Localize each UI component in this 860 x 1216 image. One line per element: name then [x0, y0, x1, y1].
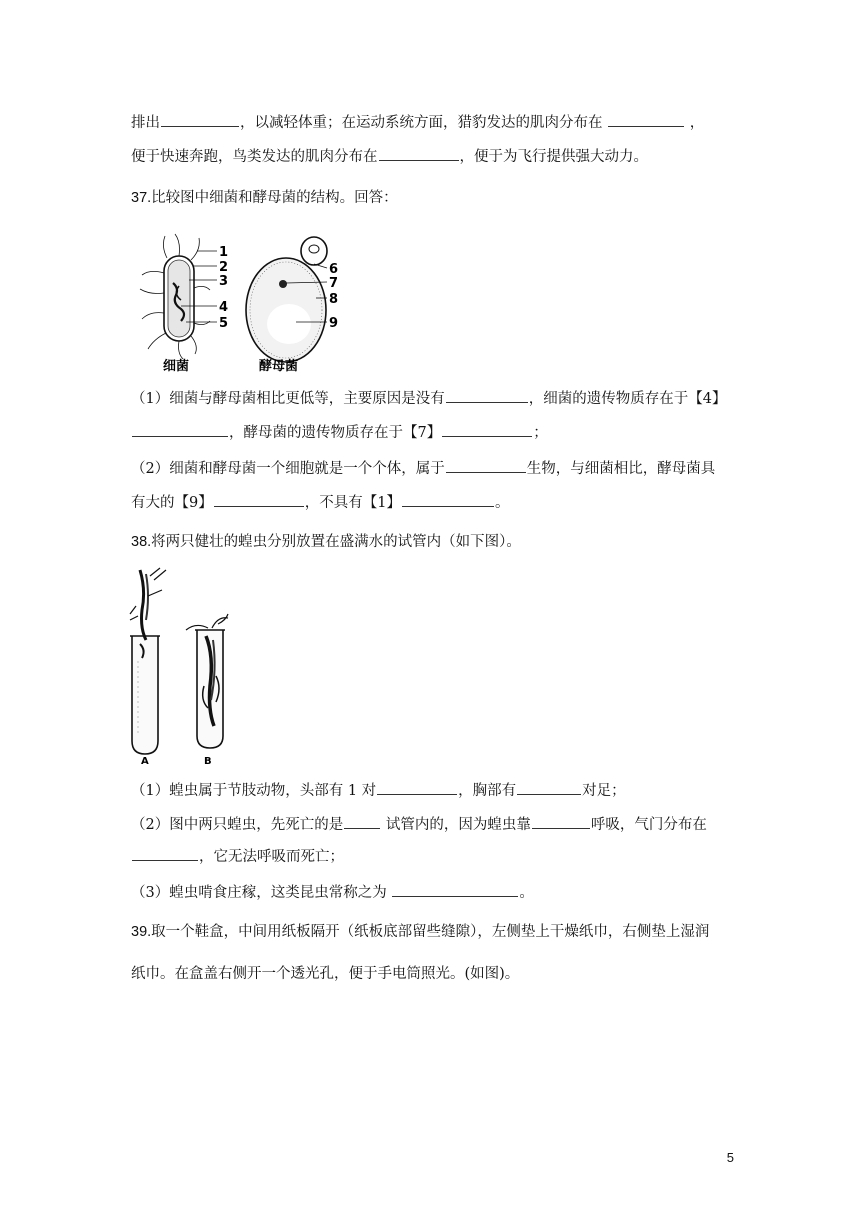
- question-37: [131, 188, 398, 208]
- bacteria-label-5: 5: [219, 316, 229, 331]
- bacteria-label-1: 1: [219, 245, 229, 260]
- bacteria-caption: 细菌: [163, 359, 190, 374]
- answer-blank[interactable]: [446, 458, 526, 473]
- text: 试管内的，因为蝗虫靠: [381, 817, 531, 833]
- question-38-part-1: [131, 780, 626, 801]
- text: ，胸部有: [458, 783, 517, 799]
- yeast-label-7: 7: [329, 276, 339, 291]
- answer-blank[interactable]: [132, 422, 228, 437]
- text: ，以减轻体重；在运动系统方面，猎豹发达的肌肉分布在: [240, 115, 608, 131]
- question-39-line-1: [131, 922, 709, 942]
- yeast-caption: 酵母菌: [259, 359, 299, 374]
- text: （1）细菌与酵母菌相比更低等，主要原因是没有: [131, 391, 445, 407]
- text: 排出: [131, 115, 160, 131]
- bacteria-drawing: [140, 234, 228, 374]
- text-line-1: [131, 112, 704, 133]
- question-39-line-2: [131, 964, 519, 984]
- question-37-part-2-line-1: [131, 458, 715, 479]
- question-number: 37.: [131, 190, 152, 206]
- text: ；: [533, 425, 548, 441]
- test-tube-b: [186, 614, 228, 766]
- bacteria-label-3: 3: [219, 274, 229, 289]
- text: 呼吸，气门分布在: [590, 817, 707, 833]
- answer-blank[interactable]: [402, 492, 494, 507]
- answer-blank[interactable]: [608, 112, 684, 127]
- tube-a-label: A: [141, 756, 149, 766]
- text: （1）蝗虫属于节肢动物，头部有 1 对: [131, 783, 377, 799]
- yeast-label-8: 8: [329, 292, 339, 307]
- text: 对足；: [582, 783, 626, 799]
- answer-blank[interactable]: [446, 388, 528, 403]
- question-37-part-2-line-2: [131, 492, 509, 513]
- question-38: [131, 532, 521, 552]
- text: （2）图中两只蝗虫，先死亡的是: [131, 817, 344, 833]
- test-tube-a: [130, 568, 166, 766]
- question-38-part-2-line-2: [131, 846, 344, 867]
- answer-blank[interactable]: [392, 882, 518, 897]
- answer-blank[interactable]: [532, 814, 590, 829]
- yeast-label-9: 9: [329, 316, 339, 331]
- answer-blank[interactable]: [377, 780, 457, 795]
- text: ，: [685, 115, 705, 131]
- question-37-part-1-line-1: [131, 388, 726, 409]
- answer-blank[interactable]: [214, 492, 304, 507]
- question-number: 39.: [131, 924, 152, 940]
- text: ，它无法呼吸而死亡；: [199, 849, 344, 865]
- question-text: 将两只健壮的蝗虫分别放置在盛满水的试管内（如下图）。: [151, 534, 521, 550]
- bacteria-yeast-figure: [131, 228, 361, 376]
- text-line-2: [131, 146, 648, 167]
- page-number: 5: [726, 1150, 734, 1165]
- text: 便于快速奔跑，鸟类发达的肌肉分布在: [131, 149, 378, 165]
- text: 有大的【9】: [131, 495, 213, 511]
- text: 生物，与细菌相比，酵母菌具: [526, 461, 716, 477]
- tube-b-label: B: [204, 756, 212, 766]
- text: ，酵母菌的遗传物质存在于【7】: [229, 425, 442, 441]
- answer-blank[interactable]: [344, 814, 380, 829]
- question-text: 比较图中细菌和酵母菌的结构。回答：: [151, 190, 398, 206]
- yeast-drawing: [246, 237, 338, 374]
- text: ，不具有【1】: [304, 495, 401, 511]
- text: ，细菌的遗传物质存在于【4】: [528, 391, 727, 407]
- question-37-part-1-line-2: [131, 422, 548, 443]
- answer-blank[interactable]: [517, 780, 581, 795]
- answer-blank[interactable]: [442, 422, 532, 437]
- text: （3）蝗虫啃食庄稼，这类昆虫常称之为: [131, 885, 392, 901]
- bacteria-label-2: 2: [219, 260, 229, 275]
- question-text: 纸巾。在盒盖右侧开一个透光孔，便于手电筒照光。(如图)。: [131, 966, 520, 982]
- text: （2）细菌和酵母菌一个细胞就是一个个体，属于: [131, 461, 445, 477]
- question-38-part-3: [131, 882, 534, 903]
- question-text: 取一个鞋盒，中间用纸板隔开（纸板底部留些缝隙），左侧垫上干燥纸巾，右侧垫上湿润: [151, 924, 710, 940]
- answer-blank[interactable]: [379, 146, 459, 161]
- yeast-label-6: 6: [329, 262, 339, 277]
- question-38-part-2-line-1: [131, 814, 707, 835]
- text: ，便于为飞行提供强大动力。: [459, 149, 648, 165]
- bacteria-label-4: 4: [219, 300, 229, 315]
- answer-blank[interactable]: [132, 846, 198, 861]
- locust-test-tube-figure: [128, 566, 238, 766]
- answer-blank[interactable]: [161, 112, 239, 127]
- text: 。: [519, 885, 534, 901]
- question-number: 38.: [131, 534, 152, 550]
- text: 。: [494, 495, 510, 511]
